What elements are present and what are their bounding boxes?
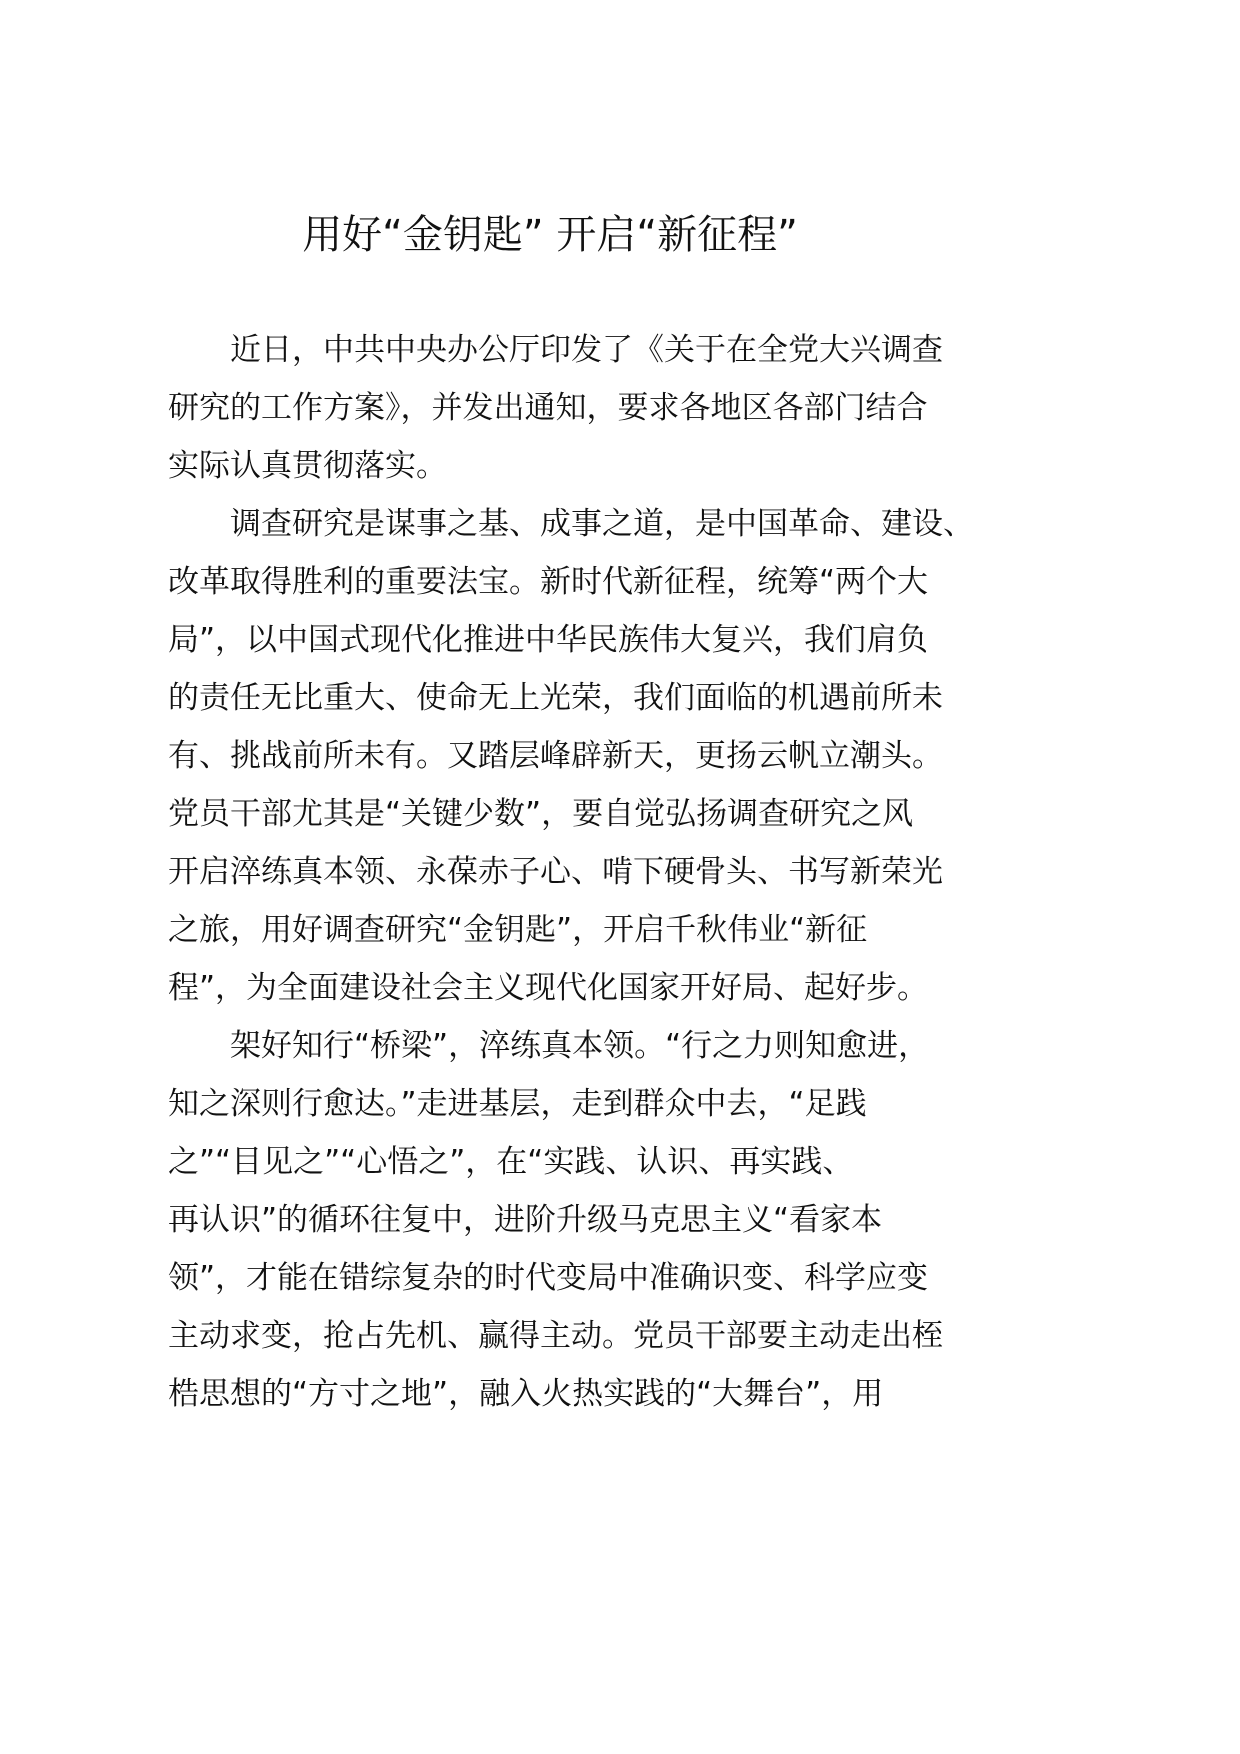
text-line: 主动求变，抢占先机、赢得主动。党员干部要主动走出桎: [168, 1318, 943, 1354]
text-line: 之旅，用好调查研究“金钥匙”，开启千秋伟业“新征: [168, 912, 868, 948]
text-line: 再认识”的循环往复中，进阶升级马克思主义“看家本: [168, 1202, 883, 1238]
text-line: 的责任无比重大、使命无上光荣，我们面临的机遇前所未: [168, 680, 943, 716]
text-line: 程”，为全面建设社会主义现代化国家开好局、起好步。: [168, 970, 929, 1006]
text-line: 有、挑战前所未有。又踏层峰辟新天，更扬云帆立潮头。: [168, 738, 943, 774]
text-line: 知之深则行愈达。”走进基层，走到群众中去，“足践: [168, 1086, 867, 1122]
text-line: 近日，中共中央办公厅印发了《关于在全党大兴调查: [230, 332, 943, 368]
text-line: 实际认真贯彻落实。: [168, 448, 447, 484]
text-line: 之”“目见之”“心悟之”，在“实践、认识、再实践、: [168, 1144, 854, 1180]
text-line: 调查研究是谋事之基、成事之道，是中国革命、建设、: [230, 506, 974, 542]
text-line: 开启淬练真本领、永葆赤子心、啃下硬骨头、书写新荣光: [168, 854, 943, 890]
text-line: 改革取得胜利的重要法宝。新时代新征程，统筹“两个大: [168, 564, 929, 600]
document-body: [168, 321, 974, 1423]
text-line: 研究的工作方案》，并发出通知，要求各地区各部门结合: [168, 390, 928, 426]
text-line: 党员干部尤其是“关键少数”，要自觉弘扬调查研究之风: [168, 796, 914, 832]
text-line: 领”，才能在错综复杂的时代变局中准确识变、科学应变: [168, 1260, 929, 1296]
text-line: 局”，以中国式现代化推进中华民族伟大复兴，我们肩负: [168, 622, 929, 658]
text-line: 梏思想的“方寸之地”，融入火热实践的“大舞台”，用: [168, 1376, 884, 1412]
document-title: 用好“金钥匙” 开启“新征程”: [302, 212, 798, 258]
text-line: 架好知行“桥梁”，淬练真本领。“行之力则知愈进，: [230, 1028, 930, 1064]
